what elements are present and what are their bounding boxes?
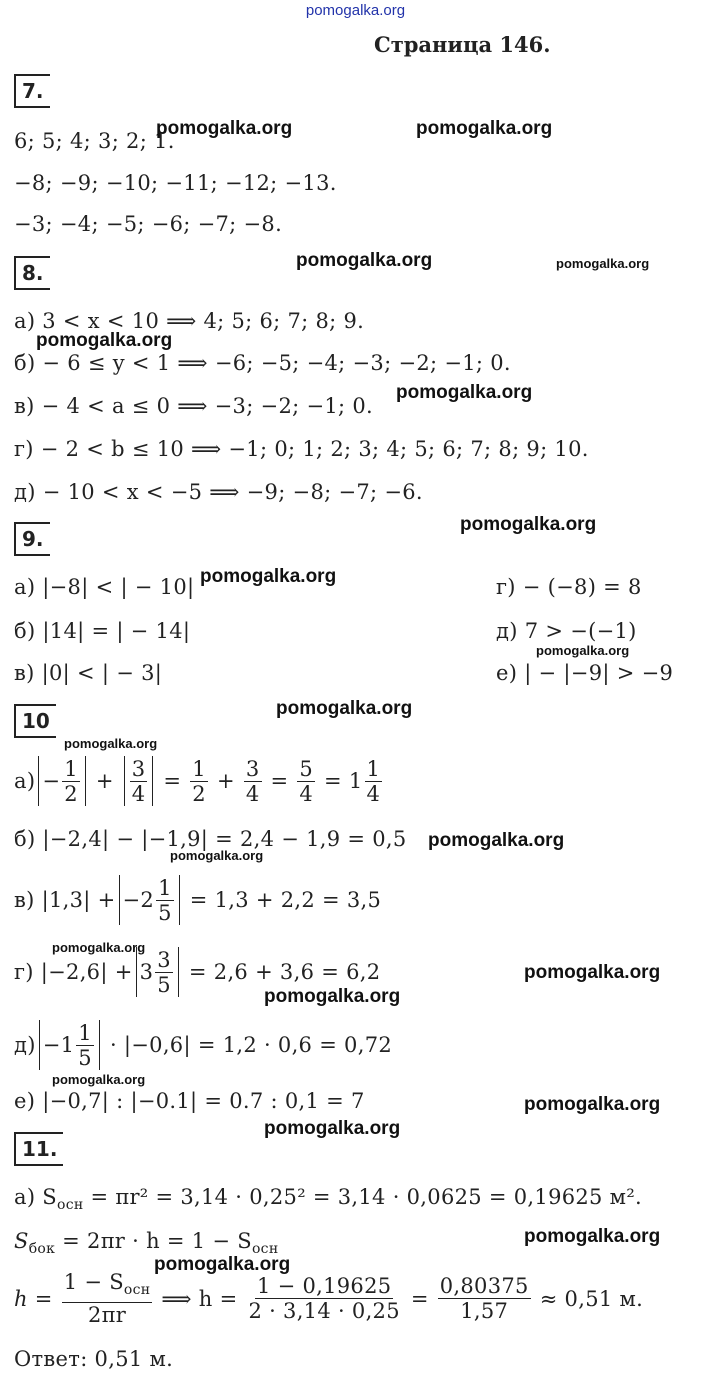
watermark[interactable]: pomogalka.org <box>460 514 597 535</box>
task-9-d: д) 7 > −(−1) <box>496 619 637 643</box>
watermark[interactable]: pomogalka.org <box>200 566 337 587</box>
task-10-d: д) −1 $\frac{1}{5}$ · |−0,6| = 1,2 · 0,6 = 0,72 <box>14 1020 393 1070</box>
watermark[interactable]: pomogalka.org <box>156 118 293 139</box>
fraction-3-4: $\frac{3}{4}$ <box>131 756 146 806</box>
task-8-number: 8. <box>14 256 50 290</box>
task-8-a: а) 3 < x < 10 ⟹ 4; 5; 6; 7; 8; 9. <box>14 309 365 333</box>
watermark[interactable]: pomogalka.org <box>276 698 413 719</box>
watermark[interactable]: pomogalka.org <box>524 1226 661 1247</box>
task-10-e: е) |−0,7| : |−0.1| = 0.7 : 0,1 = 7 <box>14 1089 365 1113</box>
task-11-number: 11. <box>14 1132 63 1166</box>
task-9-a: а) |−8| < | − 10| <box>14 575 195 599</box>
task-8-d: д) − 10 < x < −5 ⟹ −9; −8; −7; −6. <box>14 480 423 504</box>
task-9-number: 9. <box>14 522 50 556</box>
watermark[interactable]: pomogalka.org <box>170 848 264 863</box>
task-9-g: г) − (−8) = 8 <box>496 575 642 599</box>
watermark[interactable]: pomogalka.org <box>416 118 553 139</box>
task-8-g: г) − 2 < b ≤ 10 ⟹ −1; 0; 1; 2; 3; 4; 5; 6; 7; 8; 9; 10. <box>14 437 589 461</box>
watermark[interactable]: pomogalka.org <box>52 940 146 955</box>
task-9-e: е) | − |−9| > −9 <box>496 661 674 685</box>
top-watermark[interactable]: pomogalka.org <box>305 2 406 19</box>
task-7-line-3: −3; −4; −5; −6; −7; −8. <box>14 212 283 236</box>
watermark[interactable]: pomogalka.org <box>428 830 565 851</box>
task-8-b: б) − 6 ≤ y < 1 ⟹ −6; −5; −4; −3; −2; −1; 0. <box>14 351 511 375</box>
task-11-a: а) $S_{осн} = \pi r^2 = 3,14 \cdot 0,25^2 = 3,14 \cdot 0,0625 = 0,19625$ м². <box>14 1185 643 1214</box>
task-11-s-bok: $S_{бок} = 2\pi r \cdot h = 1 - S_{осн}$ <box>14 1229 279 1258</box>
page-title: Страница 146. <box>374 32 551 57</box>
watermark[interactable]: pomogalka.org <box>52 1072 146 1087</box>
watermark[interactable]: pomogalka.org <box>154 1254 291 1275</box>
task-9-v: в) |0| < | − 3| <box>14 661 163 685</box>
fraction-1-2: $\frac{1}{2}$ <box>64 756 78 806</box>
watermark[interactable]: pomogalka.org <box>64 736 158 751</box>
task-7-number: 7. <box>14 74 50 108</box>
task-7-line-2: −8; −9; −10; −11; −12; −13. <box>14 171 337 195</box>
watermark[interactable]: pomogalka.org <box>264 1118 401 1139</box>
task-10-v: в) |1,3| + −2 $\frac{1}{5}$ = 1,3 + 2,2 = 3,5 <box>14 875 382 925</box>
task-7-line-1: 6; 5; 4; 3; 2; 1. <box>14 129 175 153</box>
watermark[interactable]: pomogalka.org <box>556 256 650 271</box>
task-9-b: б) |14| = | − 14| <box>14 619 191 643</box>
task-10-number: 10 <box>14 704 56 738</box>
task-8-v: в) − 4 < a ≤ 0 ⟹ −3; −2; −1; 0. <box>14 394 374 418</box>
watermark[interactable]: pomogalka.org <box>396 382 533 403</box>
watermark[interactable]: pomogalka.org <box>536 643 630 658</box>
task-10-a-label: а) <box>14 769 36 793</box>
watermark[interactable]: pomogalka.org <box>36 330 173 351</box>
watermark[interactable]: pomogalka.org <box>264 986 401 1007</box>
watermark[interactable]: pomogalka.org <box>524 1094 661 1115</box>
task-11-answer: Ответ: 0,51 м. <box>14 1347 174 1371</box>
task-10-a: а) − $\frac{1}{2}$ + $\frac{3}{4}$ = $\frac{1}{2}$ + $\frac{3}{4}$ = $\frac{5}{4}$ = 1 $\frac{1}{4}$ <box>14 756 381 806</box>
watermark[interactable]: pomogalka.org <box>296 250 433 271</box>
task-10-b: б) |−2,4| − |−1,9| = 2,4 − 1,9 = 0,5 <box>14 827 407 851</box>
task-11-h: h = $\frac{1 - S_{осн}}{2\pi r}$ ⟹ h = $\frac{1 - 0,19625}{2 \cdot 3,14 \cdot 0,25}$ = $\frac{0,80375}{1,57}$ ≈ 0,51 м. <box>14 1270 644 1328</box>
watermark[interactable]: pomogalka.org <box>524 962 661 983</box>
task-10-g: г) |−2,6| + 3 $\frac{3}{5}$ = 2,6 + 3,6 = 6,2 <box>14 947 381 997</box>
